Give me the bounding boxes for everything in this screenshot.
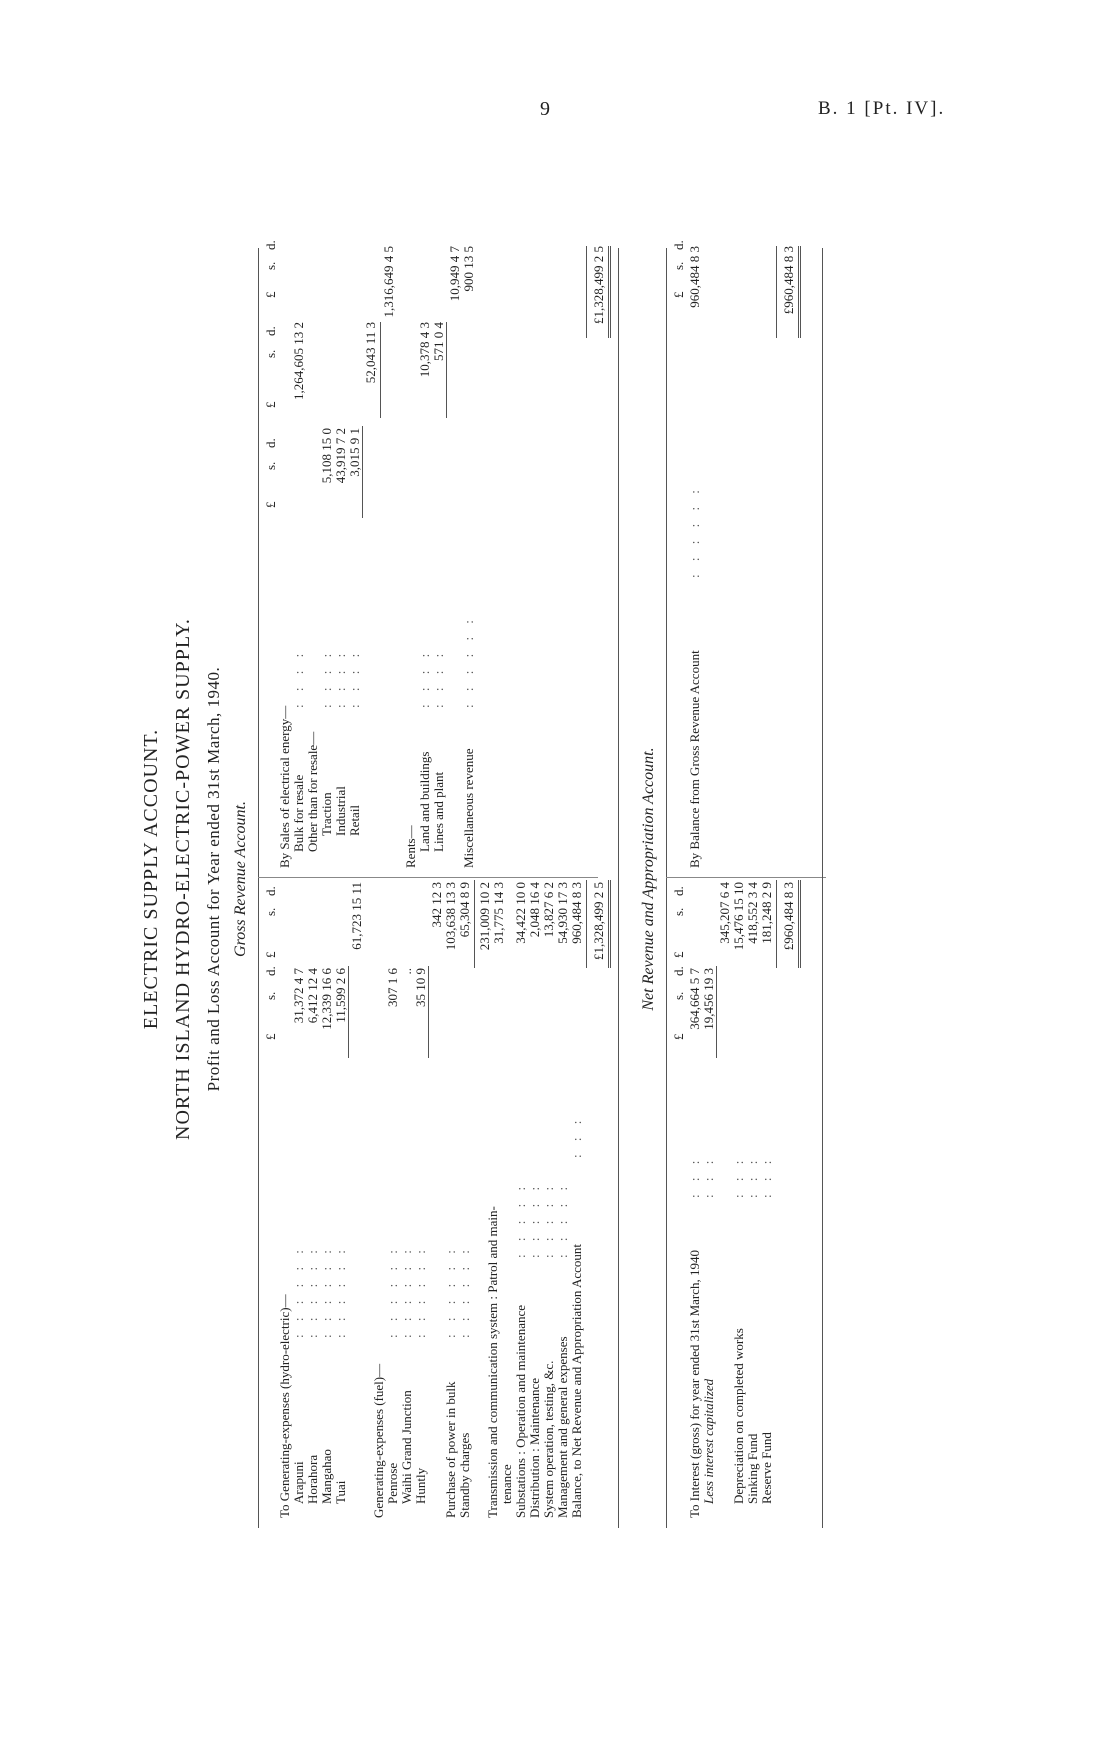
net-cr-col-head-s: s.	[671, 261, 686, 270]
dr-transmission-amt: 231,009 10 2	[477, 882, 492, 951]
leader-dots: : : : : : :	[457, 1245, 472, 1338]
net-col-head-d: d.	[671, 966, 686, 976]
net-center-divider	[666, 877, 826, 878]
leader-dots: : : : : : :	[305, 1245, 320, 1338]
net-dr-depreciation-amt: 15,476 15 10	[731, 882, 746, 951]
dr-distribution-amt: 2,048 16 4	[527, 882, 542, 938]
cr-bulk: Bulk for resale	[291, 774, 306, 852]
total-double-rule	[798, 246, 801, 338]
dr-substations: Substations : Operation and maintenance	[513, 1304, 528, 1518]
col-head-s-2: s.	[263, 907, 278, 916]
net-dr-sinking-amt: 418,552 3 4	[745, 882, 760, 944]
dr-management-amt: 54,930 17 3	[555, 882, 570, 944]
net-col-head-d-2: d.	[671, 886, 686, 896]
net-dr-interest-net: 345,207 6 4	[717, 882, 732, 944]
cr-retail: Retail	[347, 804, 362, 836]
dr-arapuni: Arapuni	[291, 1461, 306, 1504]
leader-dots: : : : :	[333, 648, 348, 708]
gross-top-rule	[258, 248, 259, 1528]
col-head-d-2: d.	[263, 886, 278, 896]
leader-dots: : : :	[731, 1155, 746, 1198]
dr-horahora-amt: 6,412 12 4	[305, 968, 320, 1024]
cr-col-head-pound-2: £	[263, 401, 278, 408]
dr-huntly-amt: 35 10 9	[413, 968, 428, 1007]
net-dr-reserve-amt: 181,248 2 9	[759, 882, 774, 944]
dr-tuai-amt: 11,599 2 6	[333, 968, 348, 1023]
net-bottom-rule	[822, 248, 823, 1528]
net-col-head-pound: £	[671, 1033, 686, 1040]
leader-dots: : : :	[687, 1155, 702, 1198]
net-dr-interest: To Interest (gross) for year ended 31st March, 1940	[687, 1249, 702, 1518]
col-head-s: s.	[263, 991, 278, 1000]
net-dr-reserve: Reserve Fund	[759, 1432, 774, 1504]
total-rule	[776, 880, 777, 968]
dr-penrose-amt: 307 1 6	[385, 968, 400, 1007]
cr-sales-total: 1,316,649 4 5	[381, 246, 396, 318]
cr-misc-amt: 900 13 5	[461, 246, 476, 292]
cr-col-head-s-3: s.	[263, 261, 278, 270]
leader-dots: : : : : : :	[385, 1245, 400, 1338]
leader-dots: : : : :	[431, 648, 446, 708]
dr-gen-fuel: Generating-expenses (fuel)—	[371, 1363, 386, 1518]
cr-bulk-amt: 1,264,605 13 2	[291, 322, 306, 400]
leader-dots: : : : : : :	[291, 1245, 306, 1338]
dr-purchase-amt: 103,638 13 3	[443, 882, 458, 951]
dr-tuai: Tuai	[333, 1480, 348, 1504]
cr-other-total: 52,043 11 3	[363, 322, 378, 384]
dr-purchase: Purchase of power in bulk	[443, 1381, 458, 1518]
col-head-pound: £	[263, 1033, 278, 1040]
account-subtitle: NORTH ISLAND HYDRO-ELECTRIC-POWER SUPPLY.	[172, 618, 194, 1140]
leader-dots: : : : : : :	[413, 1245, 428, 1338]
cr-traction: Traction	[319, 792, 334, 836]
dr-management: Management and general expenses	[555, 1336, 570, 1518]
dr-standby-amt: 65,304 8 9	[457, 882, 472, 938]
total-double-rule	[608, 246, 611, 338]
net-cr-balance-amt: 960,484 8 3	[687, 246, 702, 308]
col-head-pound-2: £	[263, 951, 278, 958]
cr-col-head-pound-3: £	[263, 291, 278, 298]
net-top-rule	[666, 248, 667, 1528]
cr-rents: Rents—	[403, 825, 418, 868]
dr-mangahao-amt: 12,339 16 6	[319, 968, 334, 1030]
dr-waihi-amt: ..	[399, 968, 414, 975]
net-dr-depreciation: Depreciation on completed works	[731, 1328, 746, 1504]
net-dr-less-amt: 19,456 19 3	[701, 968, 716, 1030]
net-cr-balance: By Balance from Gross Revenue Account	[687, 650, 702, 868]
leader-dots: : : : : :	[527, 1181, 542, 1258]
dr-distribution: Distribution : Maintenance	[527, 1377, 542, 1518]
gross-revenue-heading: Gross Revenue Account.	[232, 801, 249, 957]
dr-system-op-amt: 13,827 6 2	[541, 882, 556, 938]
net-dr-less: Less interest capitalized	[701, 1378, 716, 1504]
leader-dots: : : : : : :	[319, 1245, 334, 1338]
leader-dots: : : : : : :	[443, 1245, 458, 1338]
dr-huntly: Huntly	[413, 1467, 428, 1504]
leader-dots: : : :	[569, 1115, 584, 1158]
dr-waihi: Waihi Grand Junction	[399, 1390, 414, 1504]
leader-dots: : : : :	[319, 648, 334, 708]
dr-balance: Balance, to Net Revenue and Appropriation Account	[569, 1243, 584, 1518]
leader-dots: : : : :	[347, 648, 362, 708]
dr-transmission-amt2: 31,775 14 3	[491, 882, 506, 944]
net-cr-total: £960,484 8 3	[781, 246, 796, 315]
gross-bottom-rule	[618, 248, 619, 1528]
net-col-head-s: s.	[671, 991, 686, 1000]
cr-lines: Lines and plant	[431, 771, 446, 852]
cr-col-head-d-3: d.	[263, 240, 278, 250]
profit-loss-heading: Profit and Loss Account for Year ended 31st March, 1940.	[204, 666, 223, 1092]
net-col-head-s-2: s.	[671, 907, 686, 916]
dr-penrose: Penrose	[385, 1462, 400, 1504]
leader-dots: : : : :	[417, 648, 432, 708]
subtotal-rule	[716, 966, 717, 1058]
cr-sales: By Sales of electrical energy—	[277, 705, 292, 868]
col-head-d: d.	[263, 966, 278, 976]
subtotal-rule	[380, 322, 381, 418]
subtotal-rule	[474, 880, 475, 968]
subtotal-rule	[428, 966, 429, 1058]
cr-misc: Miscellaneous revenue	[461, 748, 476, 868]
net-col-head-pound-2: £	[671, 951, 686, 958]
cr-lines-amt: 571 0 4	[431, 322, 446, 361]
total-double-rule	[798, 880, 801, 968]
cr-other: Other than for resale—	[305, 731, 320, 852]
cr-industrial-amt: 43,919 7 2	[333, 428, 348, 484]
cr-land-amt: 10,378 4 3	[417, 322, 432, 378]
cr-col-head-d: d.	[263, 438, 278, 448]
leader-dots: : : : : :	[541, 1181, 556, 1258]
leader-dots: : : : : : :	[461, 615, 476, 708]
leader-dots: : : : : : :	[687, 485, 702, 578]
net-cr-col-head-pound: £	[671, 291, 686, 298]
dr-gross-total: £1,328,499 2 5	[591, 882, 606, 960]
dr-gen-hydro: To Generating-expenses (hydro-electric)—	[277, 1294, 292, 1518]
cr-industrial: Industrial	[333, 786, 348, 836]
cr-traction-amt: 5,108 15 0	[319, 428, 334, 484]
dr-fuel-total: 342 12 3	[429, 882, 444, 928]
dr-transmission-line2: tenance	[499, 1464, 514, 1504]
leader-dots: : : :	[759, 1155, 774, 1198]
dr-arapuni-amt: 31,372 4 7	[291, 968, 306, 1024]
leader-dots: : : : :	[291, 648, 306, 708]
leader-dots: : : :	[701, 1155, 716, 1198]
dr-transmission-line1: Transmission and communication system : Patrol and main-	[485, 1206, 500, 1518]
subtotal-rule	[362, 426, 363, 518]
dr-standby: Standby charges	[457, 1432, 472, 1518]
cr-land: Land and buildings	[417, 751, 432, 852]
dr-hydro-total: 61,723 15 11	[349, 882, 364, 950]
total-rule	[586, 880, 587, 968]
dr-substations-amt: 34,422 10 0	[513, 882, 528, 944]
net-cr-col-head-d: d.	[671, 240, 686, 250]
dr-mangahao: Mangahao	[319, 1449, 334, 1504]
leader-dots: : : :	[745, 1155, 760, 1198]
dr-balance-amt: 960,484 8 3	[569, 882, 584, 944]
leader-dots: : : : : :	[555, 1181, 570, 1258]
cr-col-head-pound: £	[263, 501, 278, 508]
cr-rents-total: 10,949 4 7	[447, 246, 462, 302]
total-rule	[586, 246, 587, 338]
account-title: ELECTRIC SUPPLY ACCOUNT.	[140, 728, 162, 1030]
total-double-rule	[608, 880, 611, 968]
net-revenue-heading: Net Revenue and Appropriation Account.	[640, 747, 657, 1011]
cr-col-head-s-2: s.	[263, 349, 278, 358]
leader-dots: : : : : : :	[399, 1245, 414, 1338]
subtotal-rule	[348, 966, 349, 1058]
cr-col-head-d-2: d.	[263, 326, 278, 336]
net-dr-total: £960,484 8 3	[781, 882, 796, 951]
gross-center-divider	[258, 877, 598, 878]
net-dr-interest-amt: 364,664 5 7	[687, 968, 702, 1030]
leader-dots: : : : : :	[513, 1181, 528, 1258]
total-rule	[776, 246, 777, 338]
page-number: 9	[540, 98, 551, 120]
subtotal-rule	[446, 322, 447, 418]
dr-system-op: System operation, testing, &c.	[541, 1360, 556, 1518]
leader-dots: : : : : : :	[333, 1245, 348, 1338]
net-dr-sinking: Sinking Fund	[745, 1433, 760, 1504]
cr-gross-total: £1,328,499 2 5	[591, 246, 606, 324]
page-reference: B. 1 [Pt. IV].	[818, 98, 946, 119]
cr-col-head-s: s.	[263, 461, 278, 470]
dr-horahora: Horahora	[305, 1454, 320, 1504]
cr-retail-amt: 3,015 9 1	[347, 428, 362, 477]
